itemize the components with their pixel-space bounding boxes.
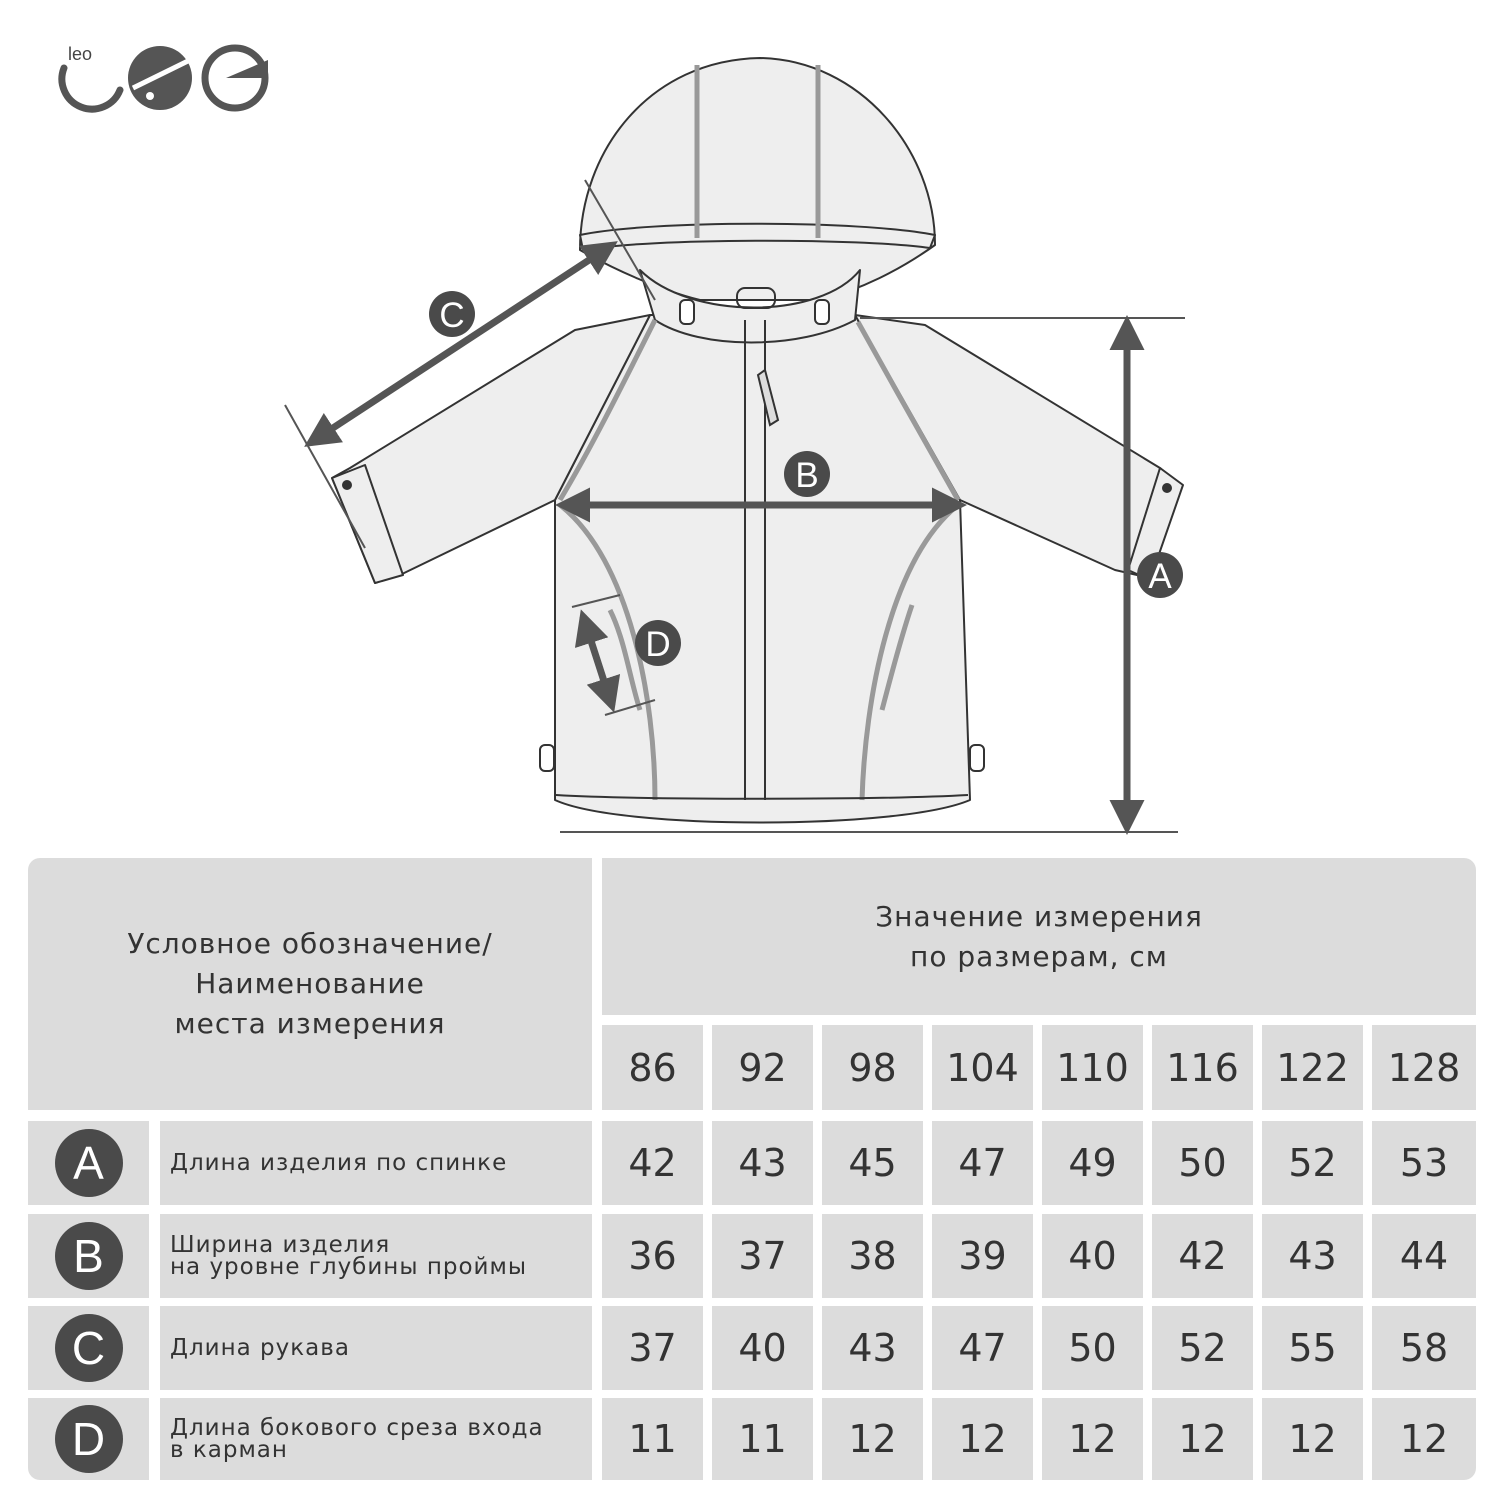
marker-b-badge: B — [55, 1222, 123, 1290]
marker-a-label: A — [1148, 557, 1172, 596]
table-cell: 44 — [1372, 1214, 1476, 1298]
marker-c-badge: C — [55, 1314, 123, 1382]
row-a-marker — [28, 1121, 149, 1205]
table-cell: 52 — [1262, 1121, 1363, 1205]
table-cell: 53 — [1372, 1121, 1476, 1205]
marker-c-label: C — [439, 296, 465, 335]
table-cell: 50 — [1042, 1306, 1143, 1390]
size-cell: 122 — [1262, 1025, 1363, 1110]
row-c-label: Длина рукава — [160, 1306, 592, 1390]
table-cell: 43 — [712, 1121, 813, 1205]
marker-a — [1137, 552, 1183, 598]
row-d-marker — [28, 1398, 149, 1480]
table-cell: 42 — [1152, 1214, 1253, 1298]
marker-d — [635, 620, 681, 666]
table-cell: 58 — [1372, 1306, 1476, 1390]
header-right — [602, 858, 1476, 1015]
table-cell: 11 — [602, 1398, 703, 1480]
size-cell: 104 — [932, 1025, 1033, 1110]
header-right-text: Значение измерения по размерам, см — [875, 899, 1203, 973]
size-table — [28, 858, 1476, 1480]
logo-text: leo — [68, 44, 93, 64]
marker-b-label: B — [795, 456, 819, 495]
row-d-label: Длина бокового среза входа в карман — [160, 1398, 592, 1480]
table-cell: 12 — [1262, 1398, 1363, 1480]
size-cell: 128 — [1372, 1025, 1476, 1110]
size-cell: 98 — [822, 1025, 923, 1110]
header-left — [28, 858, 592, 1110]
marker-d-badge: D — [55, 1405, 123, 1473]
row-b-label: Ширина изделия на уровне глубины проймы — [160, 1214, 592, 1298]
row-b-marker — [28, 1214, 149, 1298]
table-cell: 40 — [1042, 1214, 1143, 1298]
table-cell: 12 — [1042, 1398, 1143, 1480]
marker-b — [784, 451, 830, 497]
size-cell: 110 — [1042, 1025, 1143, 1110]
table-cell: 43 — [1262, 1214, 1363, 1298]
size-cell: 92 — [712, 1025, 813, 1110]
header-left-text: Условное обозначение/ Наименование места измерения — [127, 927, 493, 1040]
table-cell: 39 — [932, 1214, 1033, 1298]
table-cell: 11 — [712, 1398, 813, 1480]
table-cell: 37 — [712, 1214, 813, 1298]
row-a-label: Длина изделия по спинке — [160, 1121, 592, 1205]
row-c-marker — [28, 1306, 149, 1390]
table-cell: 49 — [1042, 1121, 1143, 1205]
table-cell: 47 — [932, 1306, 1033, 1390]
table-cell: 37 — [602, 1306, 703, 1390]
table-cell: 38 — [822, 1214, 923, 1298]
table-cell: 36 — [602, 1214, 703, 1298]
size-cell: 86 — [602, 1025, 703, 1110]
table-cell: 43 — [822, 1306, 923, 1390]
table-cell: 12 — [822, 1398, 923, 1480]
table-cell: 47 — [932, 1121, 1033, 1205]
table-cell: 42 — [602, 1121, 703, 1205]
table-cell: 40 — [712, 1306, 813, 1390]
size-cell: 116 — [1152, 1025, 1253, 1110]
marker-d-label: D — [645, 625, 671, 664]
table-cell: 50 — [1152, 1121, 1253, 1205]
table-cell: 45 — [822, 1121, 923, 1205]
table-cell: 12 — [1152, 1398, 1253, 1480]
table-cell: 12 — [1372, 1398, 1476, 1480]
table-cell: 52 — [1152, 1306, 1253, 1390]
marker-a-badge: A — [55, 1129, 123, 1197]
table-cell: 55 — [1262, 1306, 1363, 1390]
table-cell: 12 — [932, 1398, 1033, 1480]
marker-c — [429, 291, 475, 337]
